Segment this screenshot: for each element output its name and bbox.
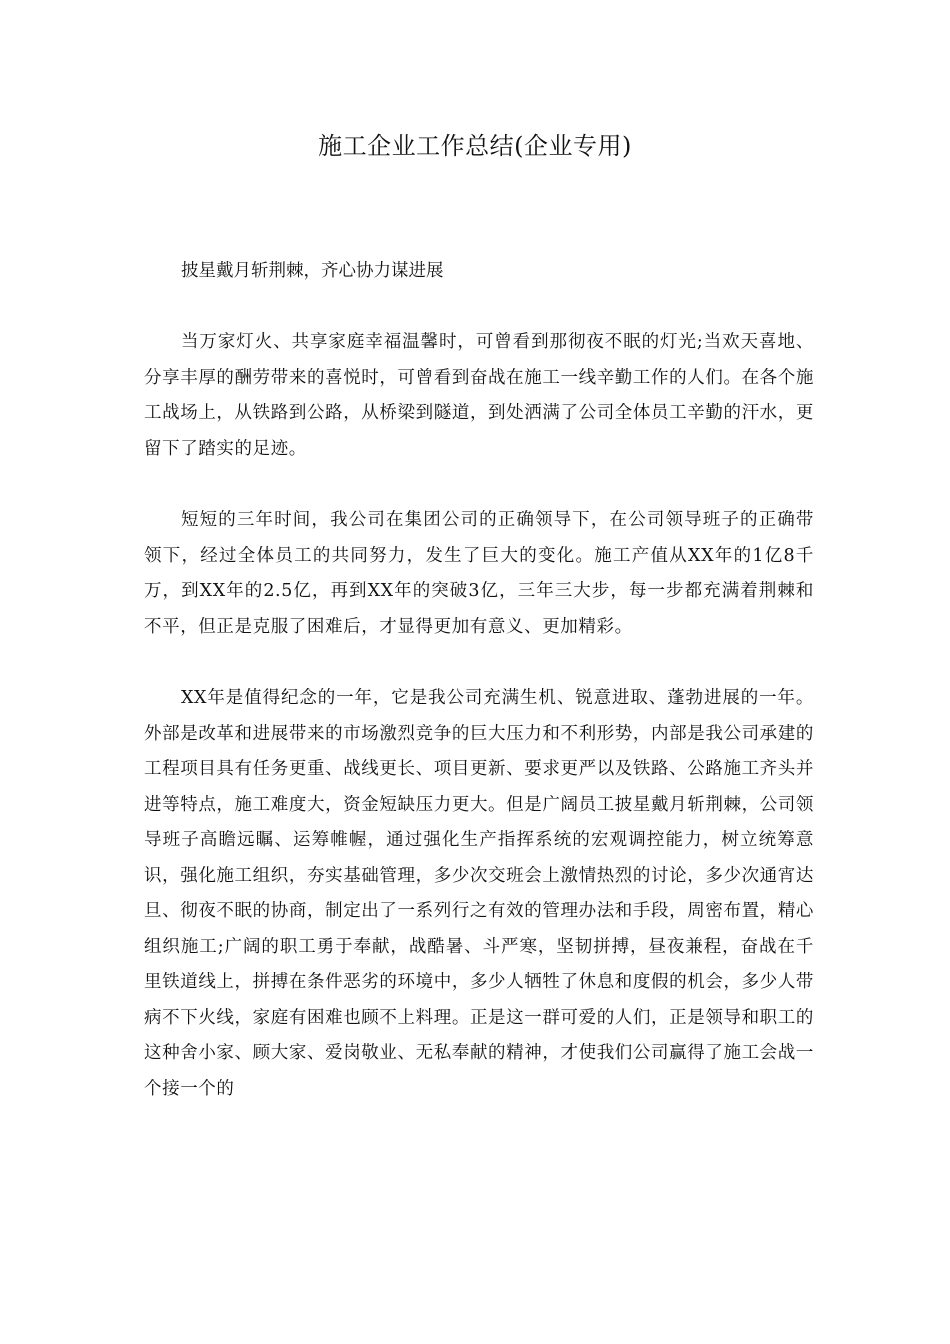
document-subtitle: 披星戴月斩荆棘，齐心协力谋进展: [181, 261, 444, 281]
paragraph-3: XX年是值得纪念的一年，它是我公司充满生机、锐意进取、蓬勃进展的一年。外部是改革和进展带来的市场激烈竞争的巨大压力和不利形势，内部是我公司承建的工程项目具有任务更重、战线更长、项目更新、要求更严以及铁路、公路施工齐头并进等特点，施工难度大，资金短缺压力更大。但是广阔员工披星戴月斩荆棘，公司领导班子高瞻远瞩、运筹帷幄，通过强化生产指挥系统的宏观调控能力，树立统筹意识，强化施工组织，夯实基础管理，多少次交班会上激情热烈的讨论，多少次通宵达旦、彻夜不眠的协商，制定出了一系列行之有效的管理办法和手段，周密布置，精心组织施工;广阔的职工勇于奉献，战酷暑、斗严寒，坚韧拼搏，昼夜兼程，奋战在千里铁道线上，拼搏在条件恶劣的环境中，多少人牺牲了休息和度假的机会，多少人带病不下火线，家庭有困难也顾不上料理。正是这一群可爱的人们，正是领导和职工的这种舍小家、顾大家、爱岗敬业、无私奉献的精神，才使我们公司赢得了施工会战一个接一个的: [144, 688, 814, 1099]
document-body: [144, 254, 814, 1143]
document-title: 施工企业工作总结(企业专用): [318, 132, 632, 160]
paragraph-2: 短短的三年时间，我公司在集团公司的正确领导下，在公司领导班子的正确带领下，经过全体员工的共同努力，发生了巨大的变化。施工产值从XX年的1亿8千万，到XX年的2.5亿，再到XX年的突破3亿，三年三大步，每一步都充满着荆棘和不平，但正是克服了困难后，才显得更加有意义、更加精彩。: [144, 510, 814, 637]
paragraph-1: 当万家灯火、共享家庭幸福温馨时，可曾看到那彻夜不眠的灯光;当欢天喜地、分享丰厚的酬劳带来的喜悦时，可曾看到奋战在施工一线辛勤工作的人们。在各个施工战场上，从铁路到公路，从桥梁到隧道，到处洒满了公司全体员工辛勤的汗水，更留下了踏实的足迹。: [144, 332, 814, 459]
